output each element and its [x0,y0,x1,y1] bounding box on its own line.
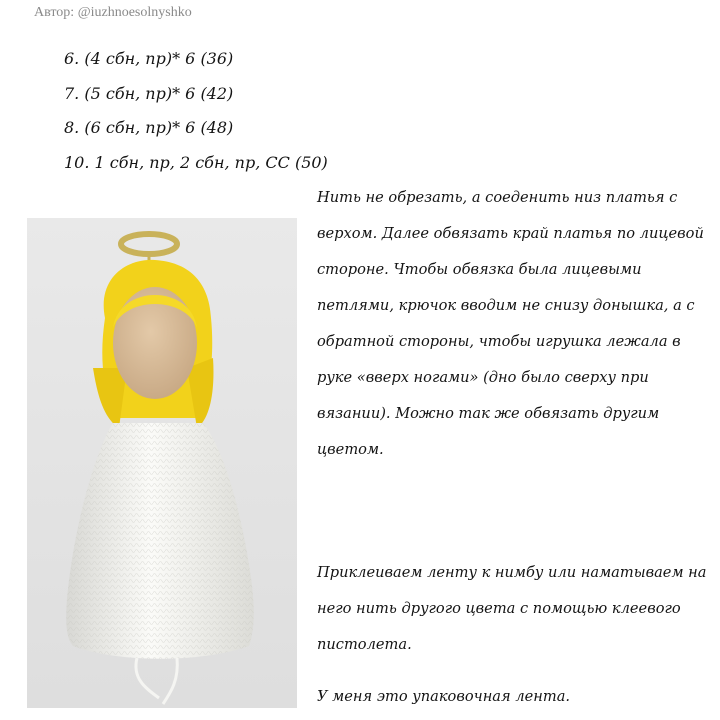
angel-toy-photo [27,218,297,708]
pattern-row-10: 10. 1 сбн, пр, 2 сбн, пр, СС (50) [64,152,328,172]
instruction-paragraph-1: Нить не обрезать, а соеденить низ платья с верхом. Далее обвязать край платья по лицевой стороне. Чтобы обвязка была лицевыми петлями, крючок вводим не снизу донышка, а с обратной стороны, чтобы игрушка лежала в руке «вверх ногами» (дно было сверху при вязании). Можно так же обвязать другим цветом. [317,189,704,458]
pattern-row-7: 7. (5 сбн, пр)* 6 (42) [64,83,234,103]
pattern-row-8: 8. (6 сбн, пр)* 6 (48) [64,118,234,137]
instruction-paragraph-3: У меня это упаковочная лента. [317,688,571,705]
instruction-paragraph-2: Приклеиваем ленту к нимбу или наматываем на него нить другого цвета с помощью клеевого пистолета. [317,564,707,653]
pattern-row-6: 6. (4 сбн, пр)* 6 (36) [64,49,234,68]
halo [121,234,177,254]
pattern-rows [64,42,328,180]
author-caption: Автор: @iuzhnoesolnyshko [34,5,192,20]
